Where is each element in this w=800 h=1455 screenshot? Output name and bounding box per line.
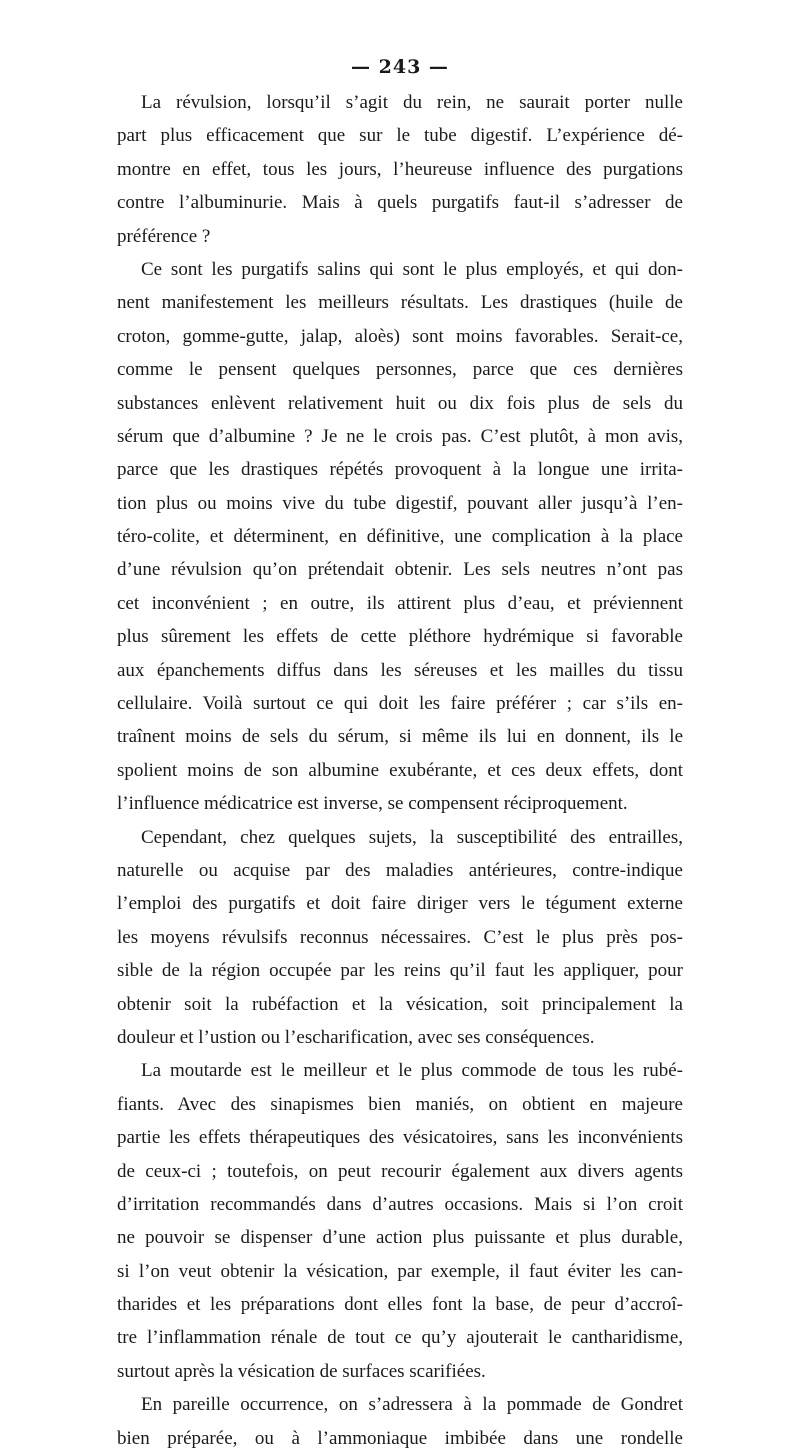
text-line: d’une révulsion qu’on prétendait obtenir. Les sels neutres n’ont pas <box>117 559 683 581</box>
text-line: spolient moins de son albumine exubérante, et ces deux effets, dont <box>117 759 683 781</box>
paragraph <box>117 1388 683 1455</box>
text-line: partie les effets thérapeutiques des vésicatoires, sans les inconvénients <box>117 1127 683 1149</box>
paragraph <box>117 86 683 253</box>
text-line: douleur et l’ustion ou l’escharification, avec ses conséquences. <box>117 1026 595 1048</box>
text-line: comme le pensent quelques personnes, parce que ces dernières <box>117 359 683 381</box>
text-line: aux épanchements diffus dans les séreuses et les mailles du tissu <box>117 659 683 681</box>
text-line: En pareille occurrence, on s’adressera à la pommade de Gondret <box>141 1394 683 1416</box>
text-line: naturelle ou acquise par des maladies antérieures, contre-indique <box>117 859 683 881</box>
text-line: contre l’albuminurie. Mais à quels purgatifs faut-il s’adresser de <box>117 192 683 214</box>
text-line: tion plus ou moins vive du tube digestif, pouvant aller jusqu’à l’en- <box>117 492 683 514</box>
text-line: d’irritation recommandés dans d’autres occasions. Mais si l’on croit <box>117 1193 683 1215</box>
text-line: obtenir soit la rubéfaction et la vésication, soit principalement la <box>117 993 683 1015</box>
text-line: Cependant, chez quelques sujets, la susceptibilité des entrailles, <box>141 826 683 848</box>
text-line: de ceux-ci ; toutefois, on peut recourir également aux divers agents <box>117 1160 683 1182</box>
text-line: Ce sont les purgatifs salins qui sont le plus employés, et qui don- <box>141 258 683 280</box>
text-line: cellulaire. Voilà surtout ce qui doit les faire préférer ; car s’ils en- <box>117 693 683 715</box>
text-line: parce que les drastiques répétés provoquent à la longue une irrita- <box>117 459 683 481</box>
text-line: l’emploi des purgatifs et doit faire diriger vers le tégument externe <box>117 893 683 915</box>
text-line: téro-colite, et déterminent, en définitive, une complication à la place <box>117 526 683 548</box>
text-line: bien préparée, ou à l’ammoniaque imbibée dans une rondelle <box>117 1427 683 1449</box>
text-line: tre l’inflammation rénale de tout ce qu’y ajouterait le cantharidisme, <box>117 1327 683 1349</box>
text-line: traînent moins de sels du sérum, si même ils lui en donnent, ils le <box>117 726 683 748</box>
text-line: La révulsion, lorsqu’il s’agit du rein, ne saurait porter nulle <box>141 92 683 113</box>
text-line: ne pouvoir se dispenser d’une action plus puissante et plus durable, <box>117 1227 683 1249</box>
text-line: plus sûrement les effets de cette pléthore hydrémique si favorable <box>117 626 683 648</box>
text-line: croton, gomme-gutte, jalap, aloès) sont moins favorables. Serait-ce, <box>117 325 683 347</box>
paragraph <box>117 821 683 1055</box>
text-line: surtout après la vésication de surfaces scarifiées. <box>117 1360 486 1382</box>
text-line: substances enlèvent relativement huit ou dix fois plus de sels du <box>117 392 683 414</box>
text-line: l’influence médicatrice est inverse, se compensent réciproquement. <box>117 793 628 815</box>
body-text <box>117 86 683 1455</box>
paragraph <box>117 253 683 821</box>
page-number: — 243 — <box>351 56 449 78</box>
text-line: part plus efficacement que sur le tube digestif. L’expérience dé- <box>117 125 683 147</box>
text-line: les moyens révulsifs reconnus nécessaires. C’est le plus près pos- <box>117 926 683 948</box>
text-line: sible de la région occupée par les reins qu’il faut les appliquer, pour <box>117 960 683 982</box>
text-line: montre en effet, tous les jours, l’heureuse influence des purgations <box>117 158 683 180</box>
text-line: tharides et les préparations dont elles font la base, de peur d’accroî- <box>117 1294 683 1316</box>
paragraph <box>117 1054 683 1388</box>
text-line: fiants. Avec des sinapismes bien maniés, on obtient en majeure <box>117 1093 683 1115</box>
text-line: si l’on veut obtenir la vésication, par exemple, il faut éviter les can- <box>117 1260 683 1282</box>
text-line: sérum que d’albumine ? Je ne le crois pas. C’est plutôt, à mon avis, <box>117 425 683 447</box>
text-line: nent manifestement les meilleurs résultats. Les drastiques (huile de <box>117 292 683 314</box>
text-line: préférence ? <box>117 225 211 247</box>
text-line: cet inconvénient ; en outre, ils attirent plus d’eau, et préviennent <box>117 592 683 614</box>
text-line: La moutarde est le meilleur et le plus commode de tous les rubé- <box>141 1060 683 1082</box>
